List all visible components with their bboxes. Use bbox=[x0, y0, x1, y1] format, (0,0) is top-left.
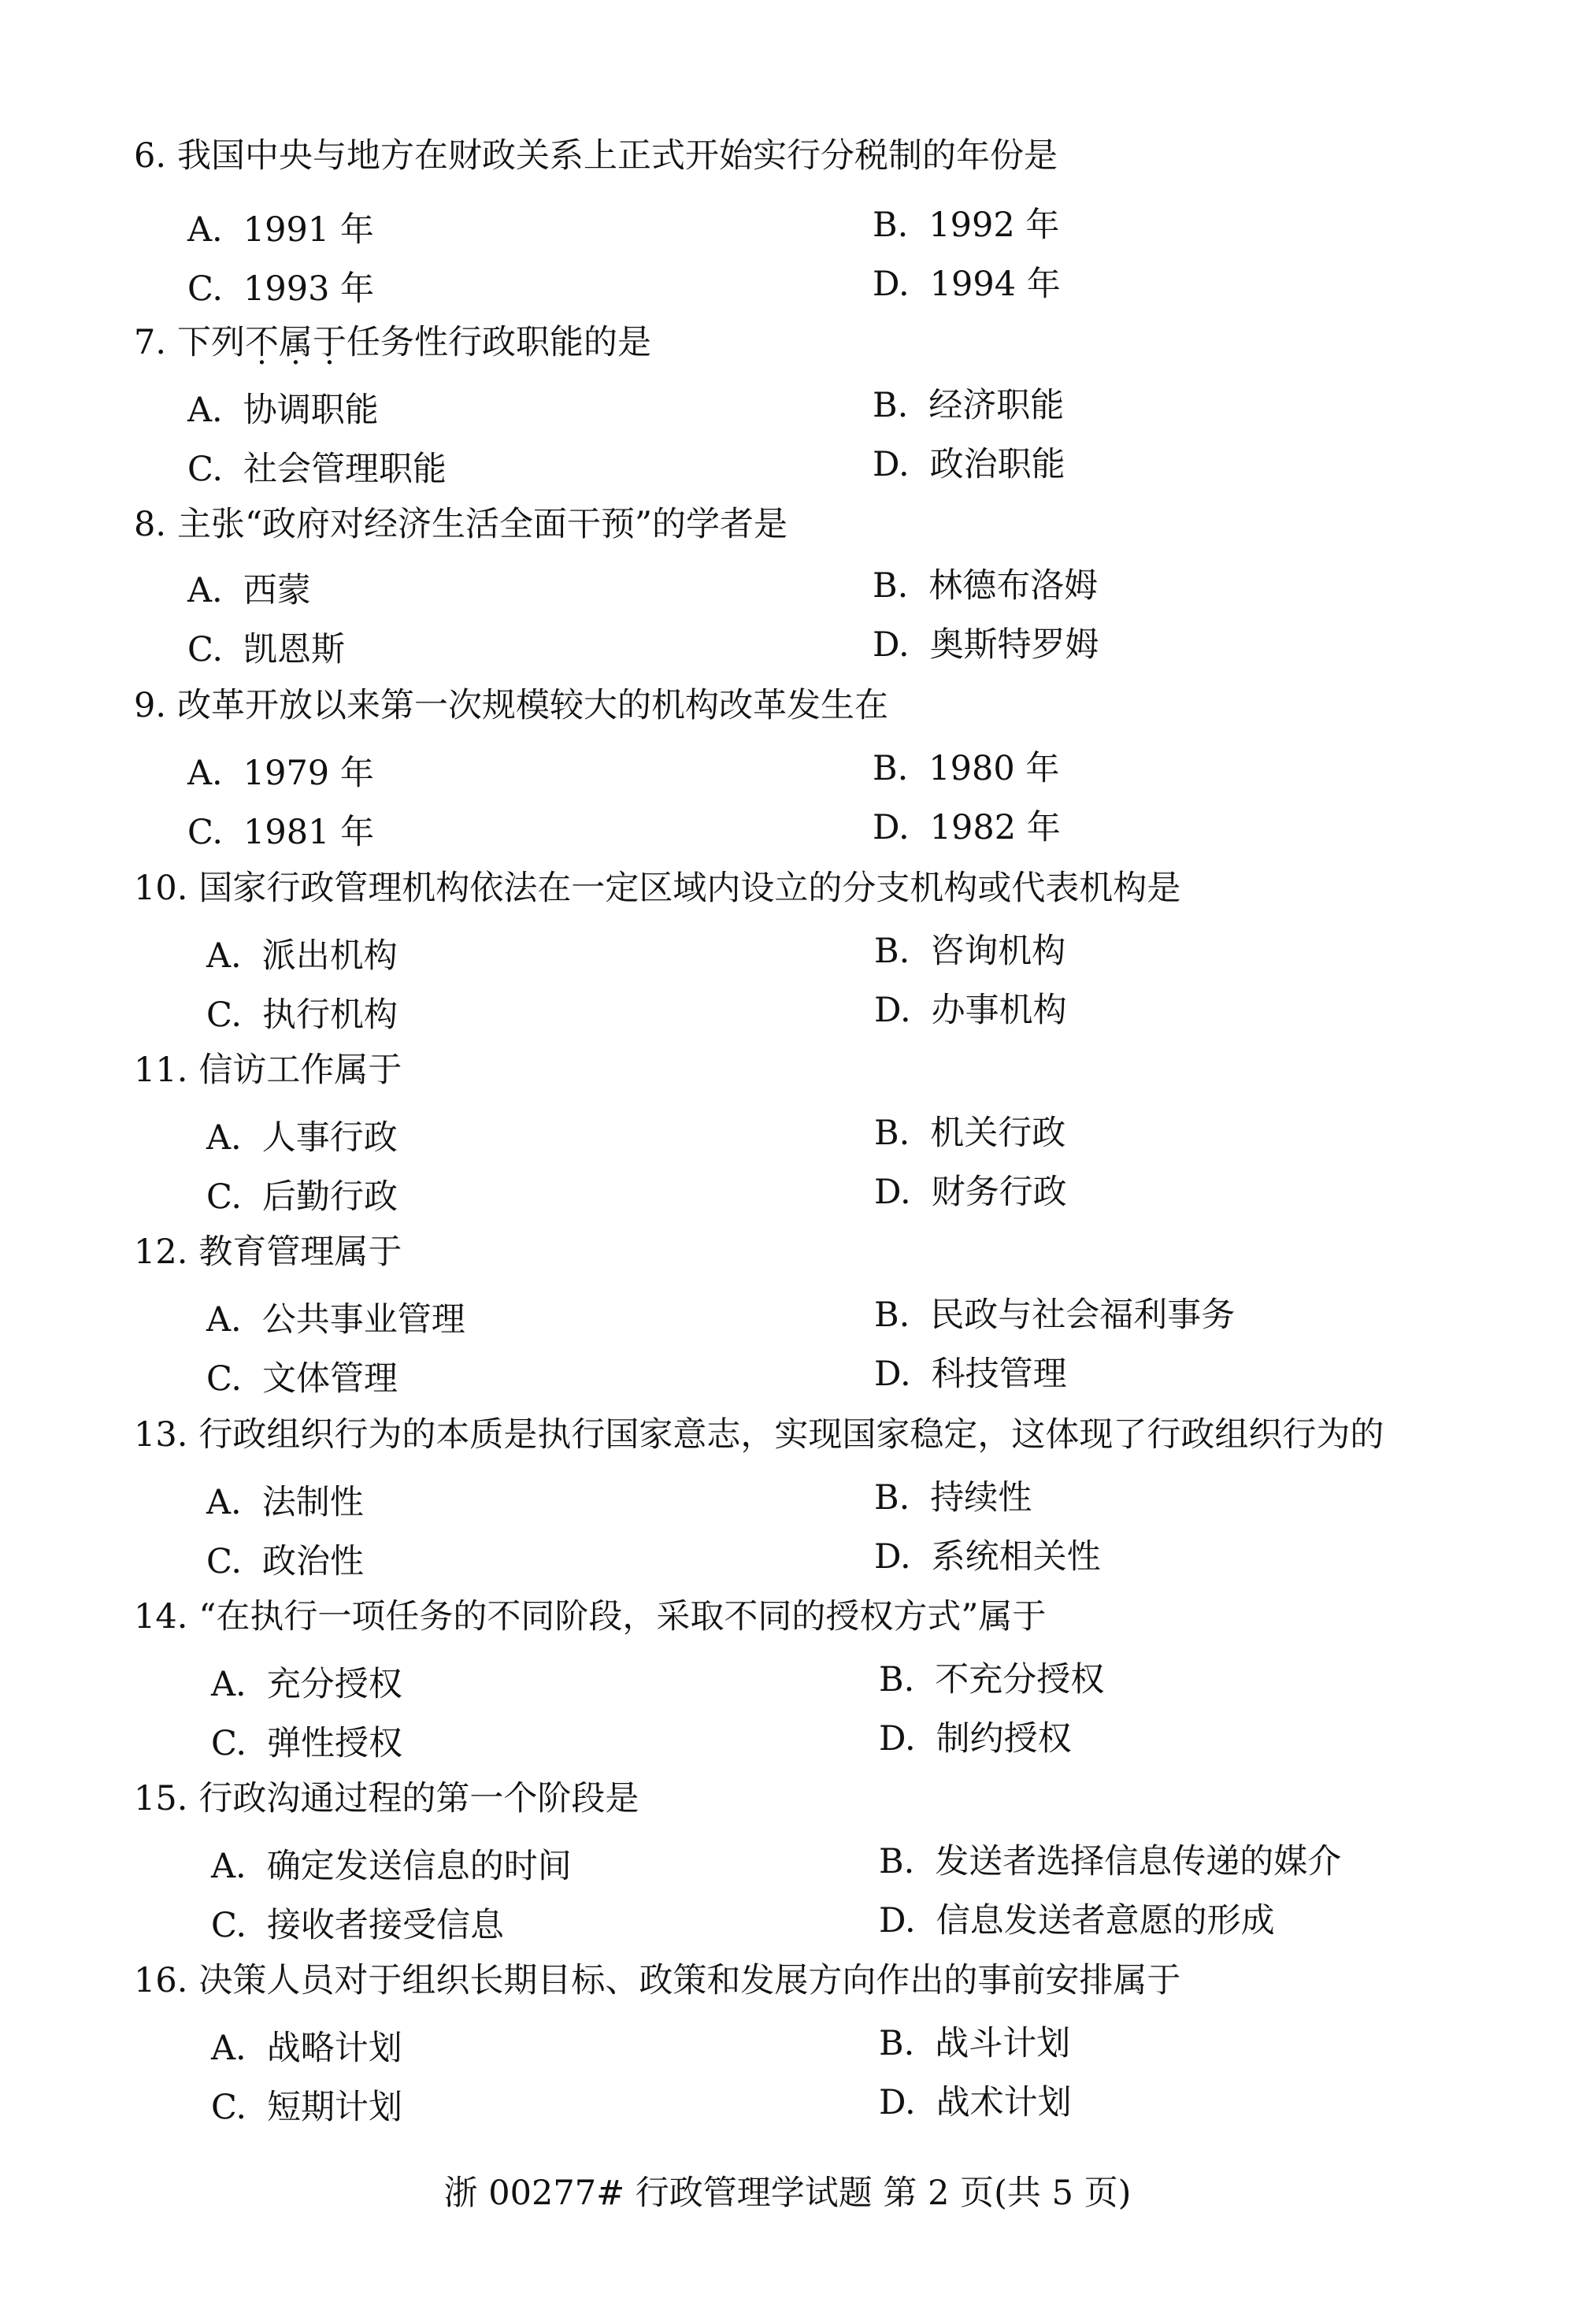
question-stem bbox=[134, 1413, 1384, 1457]
question-text: 教育管理属于 bbox=[198, 1232, 402, 1272]
option-d: D. 科技管理 bbox=[874, 1355, 1067, 1394]
option-a: A. 战略计划 bbox=[211, 2029, 402, 2068]
option-b: B. 1980 年 bbox=[873, 749, 1060, 788]
option-a: A. 西蒙 bbox=[187, 571, 311, 610]
question-number: 16. bbox=[134, 1961, 188, 2000]
option-c: C. 1993 年 bbox=[187, 269, 375, 309]
option-b: B. 林德布洛姆 bbox=[873, 566, 1099, 606]
question-number: 14. bbox=[134, 1597, 188, 1636]
question-text: 改革开放以来第一次规模较大的机构改革发生在 bbox=[177, 686, 889, 725]
question-stem bbox=[134, 1777, 639, 1821]
question-stem bbox=[134, 1230, 402, 1274]
option-c: C. 文体管理 bbox=[206, 1359, 398, 1399]
option-b: B. 民政与社会福利事务 bbox=[874, 1295, 1236, 1335]
option-d: D. 政治职能 bbox=[873, 445, 1065, 484]
option-c: C. 社会管理职能 bbox=[187, 450, 447, 489]
question-text: 决策人员对于组织长期目标、政策和发展方向作出的事前安排属于 bbox=[198, 1961, 1181, 2000]
question-stem bbox=[134, 684, 888, 728]
question-stem bbox=[134, 1048, 402, 1092]
option-b: B. 持续性 bbox=[874, 1478, 1032, 1518]
question-number: 6. bbox=[134, 136, 167, 176]
question-number: 11. bbox=[134, 1051, 188, 1090]
question-stem bbox=[134, 866, 1180, 910]
option-b: B. 机关行政 bbox=[874, 1114, 1066, 1153]
option-a: A. 充分授权 bbox=[211, 1665, 402, 1704]
question-number: 13. bbox=[134, 1415, 188, 1455]
option-c: C. 执行机构 bbox=[206, 995, 398, 1035]
option-d: D. 1994 年 bbox=[873, 265, 1061, 304]
option-a: A. 协调职能 bbox=[187, 391, 379, 430]
option-c: C. 凯恩斯 bbox=[187, 630, 346, 669]
option-b: B. 咨询机构 bbox=[874, 932, 1066, 971]
question-number: 8. bbox=[134, 505, 167, 544]
question-stem bbox=[134, 502, 788, 547]
question-stem: 7. 下列不属于任务性行政职能的是 bbox=[134, 321, 651, 365]
page-footer: 浙 00277# 行政管理学试题 第 2 页(共 5 页) bbox=[443, 2174, 1132, 2213]
option-a: A. 派出机构 bbox=[206, 936, 398, 976]
question-number: 12. bbox=[134, 1232, 188, 1272]
emphasis-char: 不 bbox=[245, 323, 280, 362]
question-text: 行政组织行为的本质是执行国家意志，实现国家稳定，这体现了行政组织行为的 bbox=[198, 1415, 1384, 1455]
question-stem bbox=[134, 134, 1058, 178]
emphasis-char: 于 bbox=[313, 323, 347, 362]
option-d: D. 奥斯特罗姆 bbox=[873, 625, 1099, 665]
option-d: D. 制约授权 bbox=[879, 1719, 1072, 1759]
question-text: 主张“政府对经济生活全面干预”的学者是 bbox=[177, 505, 788, 544]
option-d: D. 战术计划 bbox=[879, 2083, 1072, 2122]
option-a: A. 公共事业管理 bbox=[206, 1300, 465, 1340]
option-d: D. 系统相关性 bbox=[874, 1537, 1101, 1577]
option-d: D. 信息发送者意愿的形成 bbox=[879, 1901, 1275, 1940]
option-c: C. 弹性授权 bbox=[211, 1724, 403, 1763]
option-a: A. 法制性 bbox=[206, 1483, 364, 1522]
question-number: 10. bbox=[134, 869, 188, 908]
option-c: C. 后勤行政 bbox=[206, 1177, 398, 1217]
option-b: B. 经济职能 bbox=[873, 386, 1065, 425]
question-stem bbox=[134, 1959, 1180, 2003]
question-text: 信访工作属于 bbox=[198, 1051, 402, 1090]
option-c: C. 1981 年 bbox=[187, 813, 375, 852]
option-b: B. 战斗计划 bbox=[879, 2024, 1071, 2063]
question-text: 国家行政管理机构依法在一定区域内设立的分支机构或代表机构是 bbox=[198, 869, 1181, 908]
option-b: B. 1992 年 bbox=[873, 206, 1060, 245]
option-c: C. 接收者接受信息 bbox=[211, 1906, 505, 1945]
option-a: A. 1979 年 bbox=[187, 754, 374, 793]
option-d: D. 办事机构 bbox=[874, 991, 1067, 1030]
option-d: D. 财务行政 bbox=[874, 1173, 1067, 1212]
option-c: C. 短期计划 bbox=[211, 2088, 403, 2127]
option-c: C. 政治性 bbox=[206, 1542, 365, 1581]
option-b: B. 不充分授权 bbox=[879, 1660, 1105, 1699]
emphasis-char: 属 bbox=[279, 323, 313, 362]
option-b: B. 发送者选择信息传递的媒介 bbox=[879, 1842, 1342, 1881]
option-d: D. 1982 年 bbox=[873, 808, 1061, 847]
option-a: A. 确定发送信息的时间 bbox=[211, 1847, 572, 1886]
question-stem bbox=[134, 1595, 1046, 1639]
question-text: “在执行一项任务的不同阶段，采取不同的授权方式”属于 bbox=[198, 1597, 1047, 1636]
question-number: 9. bbox=[134, 686, 167, 725]
option-a: A. 人事行政 bbox=[206, 1118, 398, 1158]
question-text: 我国中央与地方在财政关系上正式开始实行分税制的年份是 bbox=[177, 136, 1058, 176]
question-text: 行政沟通过程的第一个阶段是 bbox=[198, 1779, 639, 1818]
question-number: 15. bbox=[134, 1779, 188, 1818]
question-number: 7. bbox=[134, 323, 167, 362]
option-a: A. 1991 年 bbox=[187, 210, 374, 250]
